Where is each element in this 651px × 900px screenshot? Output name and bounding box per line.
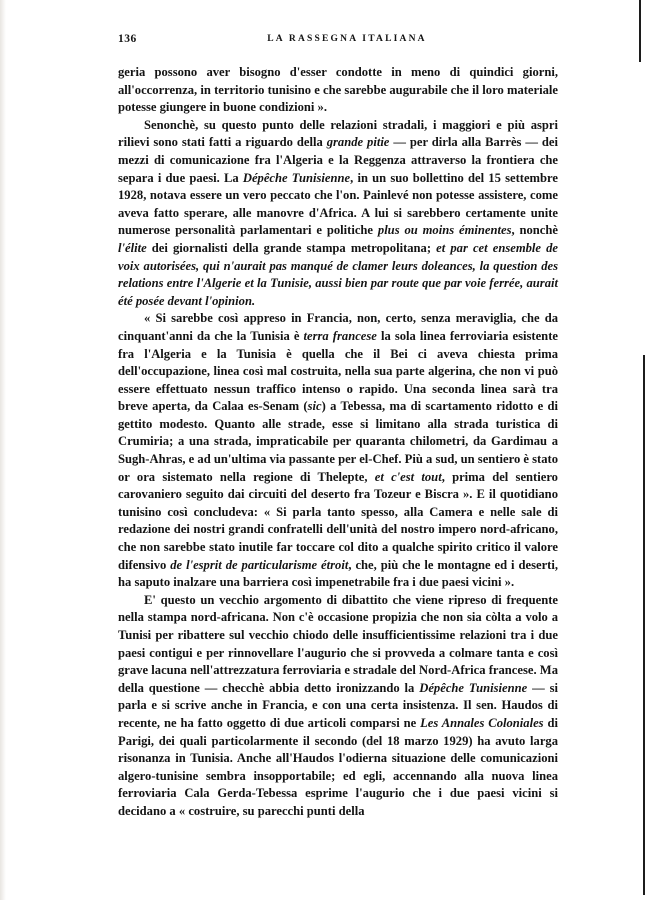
- article-body: [118, 64, 558, 821]
- page-number: 136: [118, 33, 137, 45]
- text-run: di Parigi, dei quali particolarmente il secondo (del 18 marzo 1929) ha avuto larga risonanza in Tunisia. Anche all'Haudos l'odierna situazione delle comunicazioni algero-tunisine sembra insopportabile; ed egli, accennando alla nuova linea ferroviaria Cala Gerda-Tebessa esprime l'augurio che i due paesi vicini si decidano a « costruire, su parecchi punti della: [118, 715, 558, 818]
- text-run: ) a Tebessa, ma di scartamento ridotto e di gettito modesto. Quanto alle strade, esse si limitano alla strada turistica di Crumiria; a una strada, impraticabile per quaranta chilometri, da Gardimau a Sugh-Ahras, e ad un'ultima via passante per el-Chef. Più a sud, un sentiero è stato or ora sistemato nella regione di Thelepte,: [118, 399, 559, 484]
- italic-text: et par cet ensemble de voix autorisées, qui n'aurait pas manqué de clamer leurs doleances, la question des relations entre l'Algerie et la Tunisie, aussi bien par route que par voie ferrée, aurait été posée devant l'opinion.: [118, 240, 559, 308]
- paragraph: [118, 310, 558, 592]
- text-run: Senonchè, su questo punto delle relazioni stradali, i maggiori e più aspri rilievi sono stati fatti a riguardo della: [118, 117, 558, 150]
- page-edge-line-upper: [639, 0, 641, 62]
- italic-text: grande pitie: [326, 135, 390, 150]
- paragraph: [118, 592, 558, 821]
- italic-text: Dépêche Tunisienne: [419, 680, 528, 695]
- paragraph: [118, 64, 558, 117]
- text-run: geria possono aver bisogno d'esser condotte in meno di quindici giorni, all'occorrenza, in territorio tunisino e che sarebbe augurabile che il loro materiale potesse giungere in buone condizioni ».: [118, 65, 558, 115]
- running-title: LA RASSEGNA ITALIANA: [267, 34, 427, 44]
- page-header: [118, 33, 558, 49]
- text-run: , prima del sentiero carovaniero seguito dai circuiti del deserto fra Tozeur e Biscra ». E il quotidiano tunisino così concludeva: « Si parla tanto spesso, alla Camera e nelle sale di redazione dei nostri grandi confratelli dell'unità del nostro impero nord-africano, che non sarebbe stato inutile far toccare col dito a qualche spirito critico il valore difensivo: [118, 469, 558, 572]
- italic-text: sic: [307, 399, 322, 414]
- text-run: , in un suo bollettino del 15 settembre 1928, notava essere un vero peccato che l'on. Painlevé non potesse assistere, come aveva fatto sperare, alle manovre d'Africa. A lui si sarebbero certamente unite numerose personalità parlamentari e politiche: [118, 170, 558, 238]
- italic-text: Les Annales Coloniales: [420, 715, 544, 730]
- italic-text: Dépêche Tunisienne: [242, 170, 351, 185]
- page-right-edge: [631, 0, 651, 900]
- italic-text: de l'esprit de particularisme étroit: [170, 557, 349, 572]
- text-run: la sola linea ferroviaria esistente fra l'Algeria e la Tunisia è quella che il Bei ci aveva chiesta prima dell'occupazione, linea così mal costruita, nella sua parte algerina, che non vi può essere effettuato nessun traffico intenso o rapido. Una seconda linea sarà tra breve aperta, da Calaa es-Senam (: [118, 328, 558, 414]
- text-run: , nonchè: [511, 223, 558, 238]
- italic-text: et c'est tout: [374, 469, 442, 484]
- italic-text: terra francese: [303, 328, 377, 343]
- italic-text: l'élite: [118, 240, 147, 255]
- text-run: E' questo un vecchio argomento di dibattito che viene ripreso di frequente nella stampa nord-africana. Non c'è occasione propizia che non sia còlta a volo a Tunisi per ribattere sul vecchio chiodo delle insufficientissime relazioni tra i due paesi contigui e per rinnovellare l'augurio che si provveda a colmare tanta e così grave lacuna nell'attrezzatura ferroviaria e stradale del Nord-Africa francese. Ma della questione — checchè abbia detto ironizzando la: [118, 592, 558, 695]
- text-run: , che, più che le montagne ed i deserti, ha saputo inalzare una barriera così impenetrabile fra i due paesi vicini ».: [118, 557, 559, 590]
- text-run: « Si sarebbe così appreso in Francia, non, certo, senza meraviglia, che da cinquant'anni da che la Tunisia è: [118, 311, 558, 343]
- text-run: — per dirla alla Barrès — dei mezzi di comunicazione fra l'Algeria e la Reggenza attraverso la frontiera che separa i due paesi. La: [118, 135, 558, 185]
- text-run: dei giornalisti della grande stampa metropolitana;: [146, 240, 437, 255]
- paragraph: [118, 117, 558, 311]
- text-run: — si parla e si scrive anche in Francia, e con una certa insistenza. Il sen. Haudos di recente, ne ha fatto oggetto di due articoli comparsi ne: [118, 680, 558, 730]
- page-left-edge: [0, 0, 6, 900]
- page-edge-line-lower: [643, 355, 645, 895]
- italic-text: plus ou moins éminentes: [377, 223, 512, 238]
